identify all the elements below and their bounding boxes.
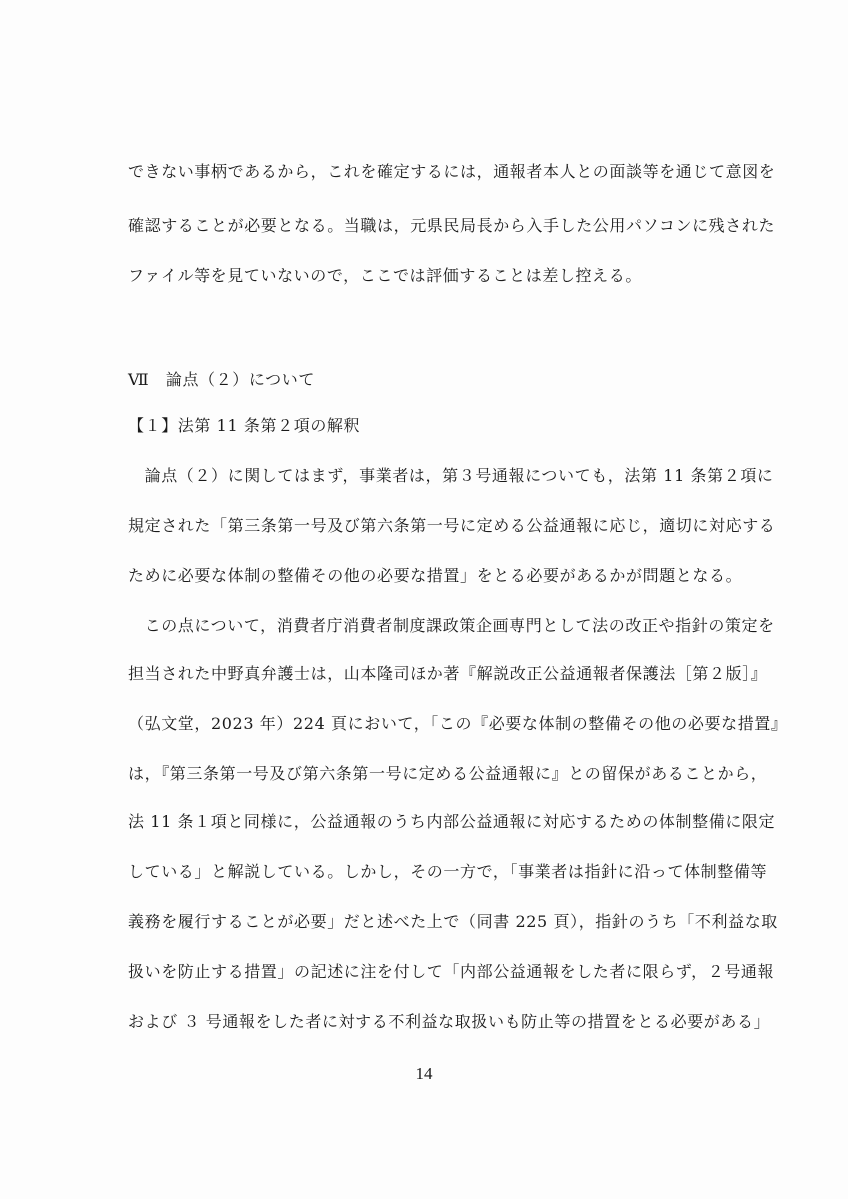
text-line: ために必要な体制の整備その他の必要な措置」をとる必要があるかが問題となる。 — [128, 566, 743, 585]
text-line: 論点（２）に関してはまず，事業者は，第３号通報についても，法第 11 条第２項に — [128, 466, 774, 485]
subsection-heading: 【１】法第 11 条第２項の解釈 — [128, 416, 361, 435]
text-line: および ３ 号通報をした者に対する不利益な取扱いも防止等の措置をとる必要がある」 — [128, 1012, 771, 1031]
text-line: 確認することが必要となる。当職は，元県民局長から入手した公用パソコンに残された — [128, 216, 776, 235]
text-line: 規定された「第三条第一号及び第六条第一号に定める公益通報に応じ，適切に対応する — [128, 516, 776, 535]
text-line: ファイル等を見ていないので，ここでは評価することは差し控える。 — [128, 266, 642, 285]
section-heading: Ⅶ 論点（２）について — [128, 370, 315, 389]
text-line: 扱いを防止する措置」の記述に注を付して「内部公益通報をした者に限らず，２号通報 — [128, 962, 775, 981]
text-line: 法 11 条１項と同様に，公益通報のうち内部公益通報に対応するための体制整備に限定 — [128, 812, 776, 831]
text-line: している」と解説している。しかし，その一方で，「事業者は指針に沿って体制整備等 — [128, 862, 768, 881]
text-line: 担当された中野真弁護士は，山本隆司ほか著『解説改正公益通報者保護法［第２版］』 — [128, 664, 768, 683]
text-line: できない事柄であるから，これを確定するには，通報者本人との面談等を通じて意図を — [128, 162, 776, 181]
text-line: は，『第三条第一号及び第六条第一号に定める公益通報に』との留保があることから， — [128, 764, 768, 783]
text-line: 義務を履行することが必要」だと述べた上で（同書 225 頁），指針のうち「不利益な取 — [128, 912, 778, 931]
text-line: この点について，消費者庁消費者制度課政策企画専門として法の改正や指針の策定を — [128, 616, 775, 635]
page-number: 14 — [415, 1064, 433, 1083]
text-line: （弘文堂，2023 年）224 頁において，「この『必要な体制の整備その他の必要な措置』 — [128, 714, 788, 733]
